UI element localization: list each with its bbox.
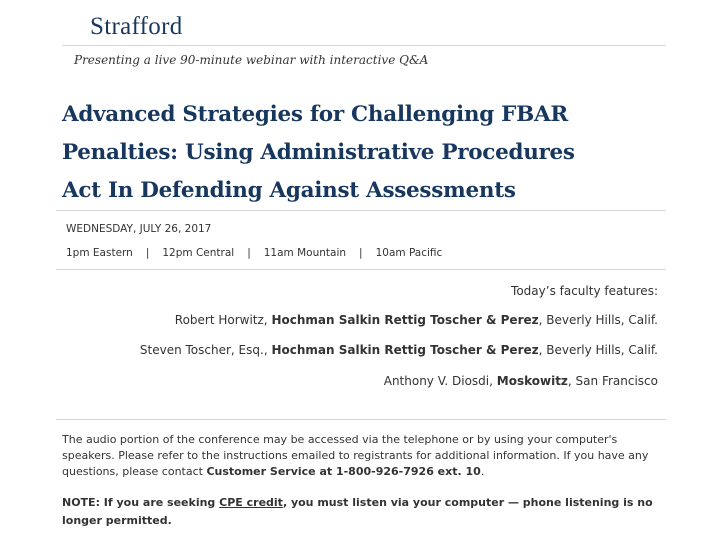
- title-line: Penalties: Using Administrative Procedures: [62, 140, 575, 165]
- faculty-divider: [56, 419, 666, 420]
- faculty-heading: Today’s faculty features:: [511, 284, 658, 298]
- faculty-member: [175, 313, 658, 327]
- time-separator: |: [145, 247, 150, 259]
- note-suffix: , you must listen via your computer — phone listening is no longer permitted.: [62, 496, 653, 527]
- webinar-title: [62, 96, 682, 210]
- strafford-logo: Strafford: [90, 13, 183, 40]
- faculty-name: Robert Horwitz,: [174, 313, 272, 327]
- time-separator: |: [359, 247, 363, 259]
- cpe-note: [62, 494, 662, 530]
- faculty-location: , Beverly Hills, Calif.: [538, 313, 658, 327]
- webinar-tagline: Presenting a live 90-minute webinar with interactive Q&A: [74, 53, 429, 67]
- time-eastern: 1pm Eastern: [66, 247, 133, 259]
- faculty-firm: Hochman Salkin Rettig Toscher & Perez: [271, 343, 539, 357]
- faculty-location: , Beverly Hills, Calif.: [538, 343, 658, 357]
- audio-text: The audio portion of the conference may be accessed via the telephone or by using your computer's speakers. Please refer to the instructions emailed to registrants for additional information. If you have any questions, please contact: [62, 433, 649, 478]
- customer-service-contact: Customer Service at 1-800-926-7926 ext. 10: [206, 465, 481, 478]
- time-mountain: 11am Mountain: [263, 247, 347, 259]
- time-separator: |: [247, 247, 251, 259]
- faculty-firm: Hochman Salkin Rettig Toscher & Perez: [271, 313, 539, 327]
- audio-instructions: [62, 432, 662, 480]
- time-pacific: 10am Pacific: [375, 247, 443, 259]
- webinar-date: WEDNESDAY, JULY 26, 2017: [66, 223, 212, 235]
- times-divider: [56, 269, 666, 270]
- title-line: Act In Defending Against Assessments: [62, 178, 516, 203]
- faculty-member: [140, 343, 658, 357]
- faculty-name: Anthony V. Diosdi,: [383, 374, 497, 388]
- header-divider: [62, 45, 666, 46]
- cpe-credit-link[interactable]: CPE credit: [219, 496, 283, 509]
- faculty-name: Steven Toscher, Esq.,: [139, 343, 272, 357]
- time-central: 12pm Central: [162, 247, 235, 259]
- audio-end: .: [480, 465, 485, 478]
- title-line: Advanced Strategies for Challenging FBAR: [62, 102, 568, 127]
- faculty-location: , San Francisco: [567, 374, 658, 388]
- webinar-times: [66, 247, 442, 259]
- faculty-firm: Moskowitz: [496, 374, 568, 388]
- faculty-member: [384, 374, 658, 388]
- note-prefix: NOTE: If you are seeking: [62, 496, 220, 509]
- title-divider: [56, 210, 666, 211]
